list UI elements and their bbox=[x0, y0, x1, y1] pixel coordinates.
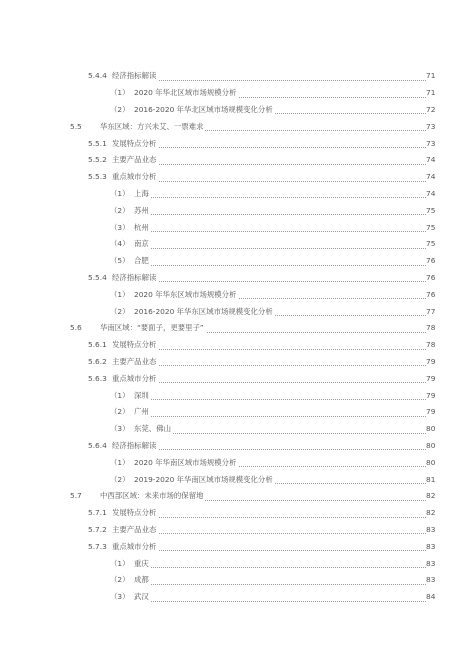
toc-entry-number: 5.5.3 bbox=[0, 173, 108, 183]
toc-entry-lead bbox=[0, 543, 474, 553]
toc-entry[interactable] bbox=[0, 100, 474, 117]
toc-entry-number: （3） bbox=[0, 425, 130, 435]
toc-entry-page-number: 75 bbox=[426, 239, 436, 249]
toc-entry-number: （2） bbox=[0, 308, 130, 318]
toc-entry[interactable] bbox=[0, 520, 474, 537]
toc-entry-lead bbox=[0, 173, 474, 183]
toc-entry[interactable] bbox=[0, 318, 474, 335]
toc-entry-page-number: 81 bbox=[426, 474, 436, 484]
toc-entry-title: 经济指标解读 bbox=[108, 72, 158, 82]
toc-entry-lead bbox=[0, 476, 474, 486]
toc-entry-lead bbox=[0, 224, 474, 234]
toc-entry[interactable] bbox=[0, 553, 474, 570]
toc-entry-lead bbox=[0, 442, 474, 452]
toc-entry-page-number: 71 bbox=[426, 88, 436, 98]
toc-entry[interactable] bbox=[0, 284, 474, 301]
toc-entry-lead bbox=[0, 72, 474, 82]
toc-entry-number: 5.7 bbox=[0, 492, 96, 502]
toc-entry-lead bbox=[0, 190, 474, 200]
toc-entry-number: 5.5.2 bbox=[0, 156, 108, 166]
toc-entry-title: 重点城市分析 bbox=[108, 375, 158, 385]
toc-entry-number: （1） bbox=[0, 392, 130, 402]
toc-entry-lead bbox=[0, 240, 474, 250]
toc-entry-number: 5.5.4 bbox=[0, 274, 108, 284]
toc-entry-lead bbox=[0, 291, 474, 301]
toc-entry-number: （1） bbox=[0, 190, 130, 200]
toc-entry-title: 主要产品业态 bbox=[108, 526, 158, 536]
toc-entry-page-number: 79 bbox=[426, 390, 436, 400]
toc-entry-number: 5.5 bbox=[0, 123, 96, 133]
toc-entry-lead bbox=[0, 123, 474, 133]
toc-entry-page-number: 83 bbox=[426, 524, 436, 534]
toc-entry-lead bbox=[0, 560, 474, 570]
toc-entry-number: （2） bbox=[0, 106, 130, 116]
toc-entry-title: 经济指标解读 bbox=[108, 274, 158, 284]
toc-entry-lead bbox=[0, 576, 474, 586]
toc-entry-page-number: 73 bbox=[426, 121, 436, 131]
toc-entry[interactable] bbox=[0, 335, 474, 352]
toc-entry[interactable] bbox=[0, 217, 474, 234]
toc-entry-lead bbox=[0, 375, 474, 385]
toc-entry-title: 发展特点分析 bbox=[108, 509, 158, 519]
toc-entry-number: 5.7.3 bbox=[0, 543, 108, 553]
toc-entry[interactable] bbox=[0, 452, 474, 469]
toc-entry-lead bbox=[0, 274, 474, 284]
toc-entry-number: （2） bbox=[0, 576, 130, 586]
toc-entry-title: 重庆 bbox=[130, 560, 151, 570]
toc-entry-lead bbox=[0, 459, 474, 469]
toc-entry-lead bbox=[0, 341, 474, 351]
toc-entry-lead bbox=[0, 106, 474, 116]
toc-entry-title: 中西部区域：未来市场的保留地 bbox=[96, 492, 205, 502]
toc-entry-number: 5.7.1 bbox=[0, 509, 108, 519]
toc-entry-number: （5） bbox=[0, 257, 130, 267]
toc-entry[interactable] bbox=[0, 402, 474, 419]
toc-entry-number: 5.6 bbox=[0, 324, 96, 334]
toc-entry[interactable] bbox=[0, 419, 474, 436]
toc-entry-page-number: 74 bbox=[426, 188, 436, 198]
toc-entry-title: 2020 年华北区域市场规模分析 bbox=[130, 89, 238, 99]
toc-entry-number: 5.6.3 bbox=[0, 375, 108, 385]
toc-entry[interactable] bbox=[0, 587, 474, 604]
toc-entry[interactable] bbox=[0, 150, 474, 167]
toc-entry[interactable] bbox=[0, 503, 474, 520]
toc-entry-page-number: 74 bbox=[426, 172, 436, 182]
toc-entry-page-number: 84 bbox=[426, 592, 436, 602]
toc-entry-page-number: 83 bbox=[426, 541, 436, 551]
table-of-contents bbox=[0, 66, 474, 604]
toc-entry-number: （2） bbox=[0, 207, 130, 217]
toc-entry-page-number: 83 bbox=[426, 558, 436, 568]
toc-entry-lead bbox=[0, 358, 474, 368]
toc-entry-title: 2019-2020 年华南区域市场规模变化分析 bbox=[130, 476, 275, 486]
toc-entry-lead bbox=[0, 408, 474, 418]
toc-entry-title: 广州 bbox=[130, 408, 151, 418]
toc-entry-page-number: 82 bbox=[426, 491, 436, 501]
toc-entry[interactable] bbox=[0, 469, 474, 486]
toc-entry-title: 主要产品业态 bbox=[108, 358, 158, 368]
toc-entry-lead bbox=[0, 392, 474, 402]
toc-entry-lead bbox=[0, 425, 474, 435]
toc-entry[interactable] bbox=[0, 352, 474, 369]
toc-entry-page-number: 79 bbox=[426, 407, 436, 417]
toc-entry[interactable] bbox=[0, 301, 474, 318]
toc-entry-title: 2020 年华东区域市场规模分析 bbox=[130, 291, 238, 301]
toc-entry-title: 2016-2020 年华北区域市场规模变化分析 bbox=[130, 106, 275, 116]
toc-entry-lead bbox=[0, 324, 474, 334]
toc-entry-number: （2） bbox=[0, 476, 130, 486]
toc-entry-title: 苏州 bbox=[130, 207, 151, 217]
toc-entry-title: 2020 年华南区域市场规模分析 bbox=[130, 459, 238, 469]
toc-entry-page-number: 73 bbox=[426, 138, 436, 148]
toc-entry-title: 主要产品业态 bbox=[108, 156, 158, 166]
toc-entry[interactable] bbox=[0, 184, 474, 201]
toc-entry-number: （4） bbox=[0, 240, 130, 250]
toc-entry-page-number: 71 bbox=[426, 71, 436, 81]
toc-entry-title: 深圳 bbox=[130, 392, 151, 402]
toc-entry-page-number: 75 bbox=[426, 205, 436, 215]
toc-entry-number: （2） bbox=[0, 408, 130, 418]
toc-entry-number: （3） bbox=[0, 224, 130, 234]
toc-entry-lead bbox=[0, 308, 474, 318]
toc-entry-title: 合肥 bbox=[130, 257, 151, 267]
toc-entry-title: 杭州 bbox=[130, 224, 151, 234]
toc-entry[interactable] bbox=[0, 66, 474, 83]
toc-entry-number: 5.6.4 bbox=[0, 442, 108, 452]
toc-entry-number: （1） bbox=[0, 89, 130, 99]
toc-entry-page-number: 80 bbox=[426, 440, 436, 450]
toc-entry-page-number: 78 bbox=[426, 340, 436, 350]
toc-entry-lead bbox=[0, 140, 474, 150]
toc-entry-lead bbox=[0, 257, 474, 267]
toc-entry[interactable] bbox=[0, 133, 474, 150]
toc-entry-title: 华南区域：“要面子，更要里子” bbox=[96, 324, 206, 334]
toc-entry-number: 5.7.2 bbox=[0, 526, 108, 536]
toc-entry[interactable] bbox=[0, 167, 474, 184]
toc-entry-page-number: 72 bbox=[426, 104, 436, 114]
toc-entry-title: 武汉 bbox=[130, 593, 151, 603]
toc-entry-page-number: 83 bbox=[426, 575, 436, 585]
toc-entry[interactable] bbox=[0, 251, 474, 268]
toc-entry-number: （1） bbox=[0, 459, 130, 469]
toc-entry-page-number: 76 bbox=[426, 289, 436, 299]
toc-entry[interactable] bbox=[0, 268, 474, 285]
toc-entry-number: 5.6.1 bbox=[0, 341, 108, 351]
toc-entry-number: （3） bbox=[0, 593, 130, 603]
toc-entry-page-number: 82 bbox=[426, 508, 436, 518]
toc-entry[interactable] bbox=[0, 486, 474, 503]
toc-entry[interactable] bbox=[0, 368, 474, 385]
toc-entry-title: 重点城市分析 bbox=[108, 543, 158, 553]
toc-entry-page-number: 74 bbox=[426, 155, 436, 165]
toc-entry[interactable] bbox=[0, 385, 474, 402]
toc-entry-title: 上海 bbox=[130, 190, 151, 200]
toc-entry-number: （1） bbox=[0, 291, 130, 301]
toc-entry-title: 成都 bbox=[130, 576, 151, 586]
toc-entry-title: 发展特点分析 bbox=[108, 341, 158, 351]
toc-entry-number: 5.4.4 bbox=[0, 72, 108, 82]
toc-entry[interactable] bbox=[0, 234, 474, 251]
toc-entry-page-number: 76 bbox=[426, 256, 436, 266]
toc-entry-page-number: 78 bbox=[426, 323, 436, 333]
toc-entry-title: 华东区域：方兴未艾、一票难求 bbox=[96, 123, 205, 133]
toc-entry-lead bbox=[0, 526, 474, 536]
toc-entry-title: 2016-2020 年华东区域市场规模变化分析 bbox=[130, 308, 275, 318]
toc-entry-page-number: 79 bbox=[426, 373, 436, 383]
toc-entry-title: 重点城市分析 bbox=[108, 173, 158, 183]
toc-entry[interactable] bbox=[0, 436, 474, 453]
toc-entry-title: 南京 bbox=[130, 240, 151, 250]
toc-entry-page-number: 80 bbox=[426, 457, 436, 467]
toc-entry[interactable] bbox=[0, 83, 474, 100]
toc-entry[interactable] bbox=[0, 570, 474, 587]
toc-entry-lead bbox=[0, 207, 474, 217]
toc-entry-lead bbox=[0, 156, 474, 166]
toc-entry[interactable] bbox=[0, 536, 474, 553]
toc-entry-page-number: 79 bbox=[426, 356, 436, 366]
toc-entry-page-number: 80 bbox=[426, 424, 436, 434]
toc-entry[interactable] bbox=[0, 200, 474, 217]
toc-entry-lead bbox=[0, 509, 474, 519]
toc-entry-page-number: 77 bbox=[426, 306, 436, 316]
toc-entry-number: （1） bbox=[0, 560, 130, 570]
toc-entry-title: 东莞、佛山 bbox=[130, 425, 173, 435]
toc-entry-lead bbox=[0, 593, 474, 603]
toc-entry-page-number: 75 bbox=[426, 222, 436, 232]
toc-entry-number: 5.6.2 bbox=[0, 358, 108, 368]
toc-entry[interactable] bbox=[0, 116, 474, 133]
toc-entry-number: 5.5.1 bbox=[0, 140, 108, 150]
toc-entry-title: 经济指标解读 bbox=[108, 442, 158, 452]
toc-entry-lead bbox=[0, 492, 474, 502]
toc-entry-lead bbox=[0, 89, 474, 99]
toc-entry-page-number: 76 bbox=[426, 272, 436, 282]
toc-entry-title: 发展特点分析 bbox=[108, 140, 158, 150]
